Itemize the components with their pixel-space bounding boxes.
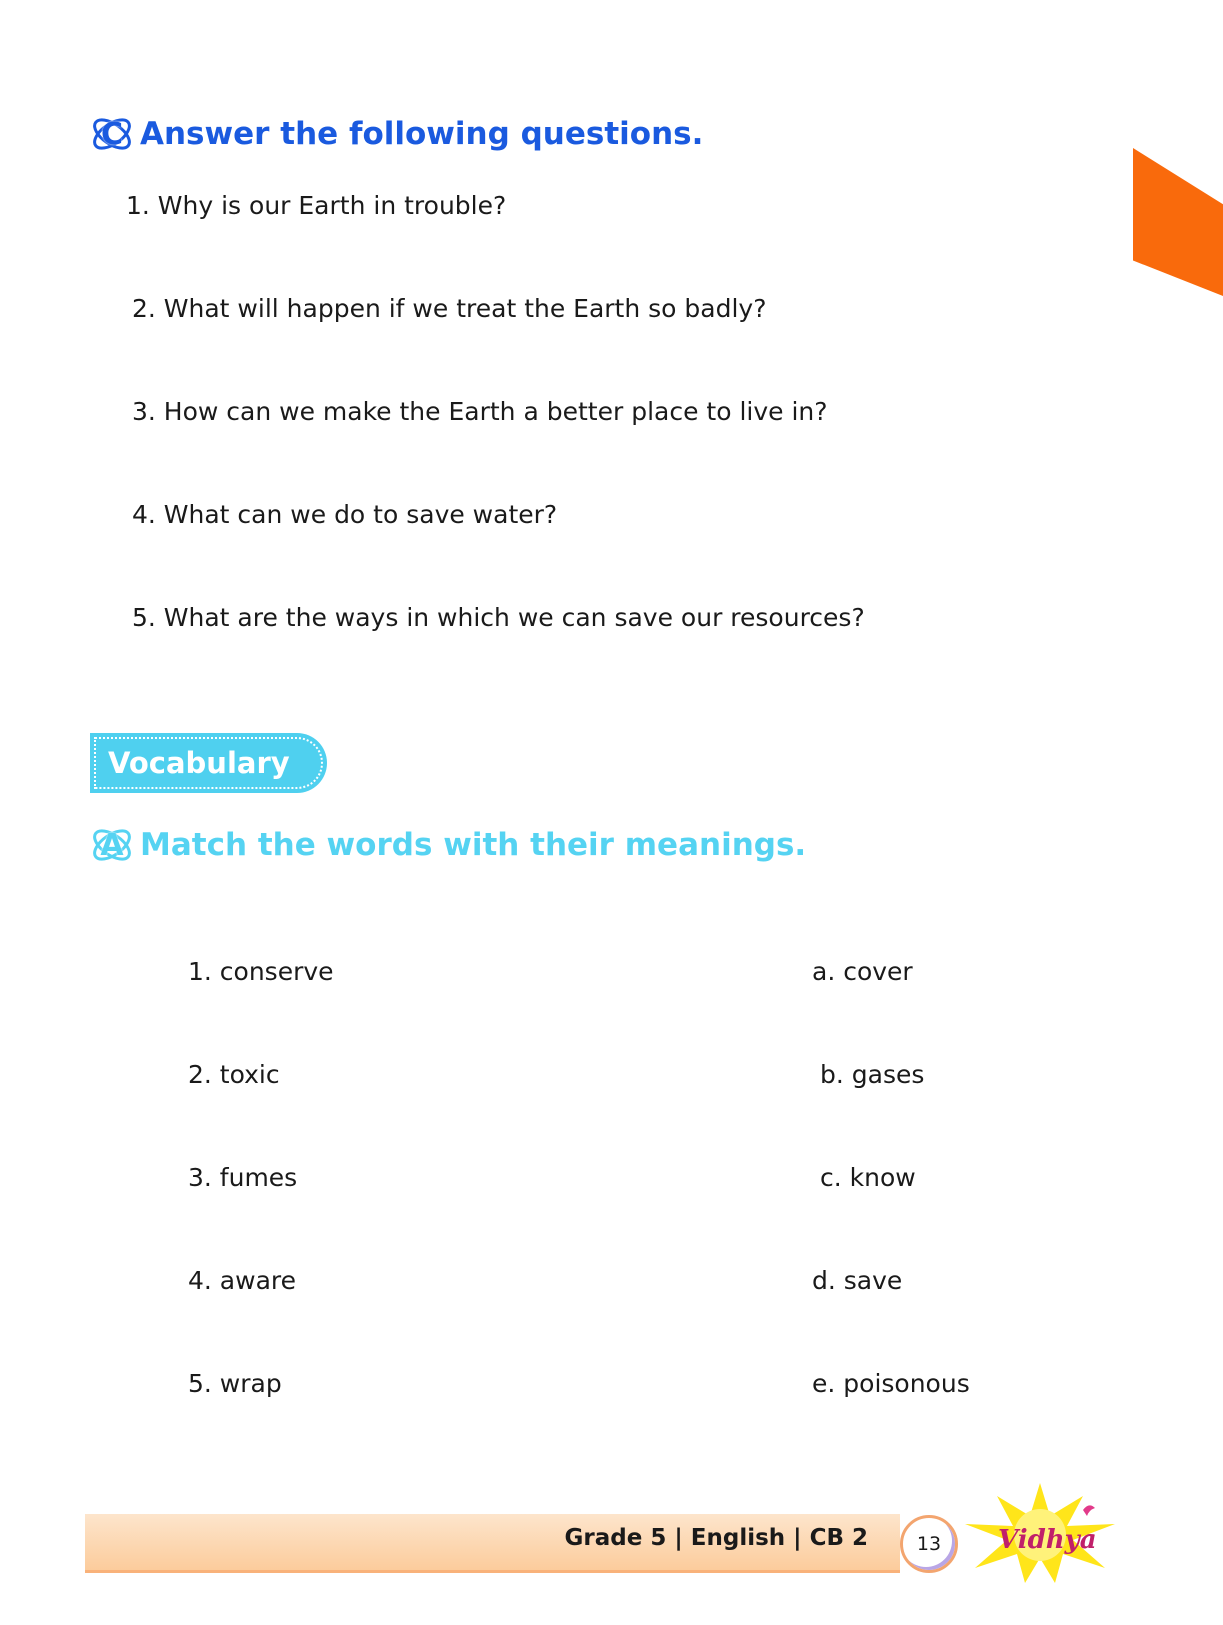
match-meaning-a: a. cover [812,957,913,986]
question-4: 4. What can we do to save water? [132,500,558,529]
match-word-2: 2. toxic [188,1060,280,1089]
match-word-3: 3. fumes [188,1163,298,1192]
corner-tab-decoration [1133,148,1223,296]
match-word-5: 5. wrap [188,1369,282,1398]
section-a-letter: A [100,827,124,863]
vocabulary-label-pill [90,733,327,793]
section-c-badge-icon [90,112,134,156]
match-word-4: 4. aware [188,1266,296,1295]
page-number: 13 [900,1515,958,1573]
section-a-heading [90,823,806,867]
match-meaning-e: e. poisonous [812,1369,970,1398]
match-meaning-d: d. save [812,1266,903,1295]
question-5: 5. What are the ways in which we can save our resources? [132,603,865,632]
section-a-title: Match the words with their meanings. [140,827,807,863]
vidhya-logo-text: Vidhya [998,1525,1097,1555]
question-1: 1. Why is our Earth in trouble? [126,191,507,220]
footer-grade-subject: Grade 5 | English | CB 2 [564,1525,868,1551]
section-a-badge-icon [90,823,134,867]
match-meaning-c: c. know [820,1163,916,1192]
section-c-heading [90,112,703,156]
question-3: 3. How can we make the Earth a better place to live in? [132,397,828,426]
section-c-title: Answer the following questions. [140,116,704,152]
match-meaning-b: b. gases [820,1060,925,1089]
vocabulary-label: Vocabulary [108,746,290,780]
question-2: 2. What will happen if we treat the Earth so badly? [132,294,767,323]
section-c-letter: C [100,116,124,152]
match-word-1: 1. conserve [188,957,334,986]
